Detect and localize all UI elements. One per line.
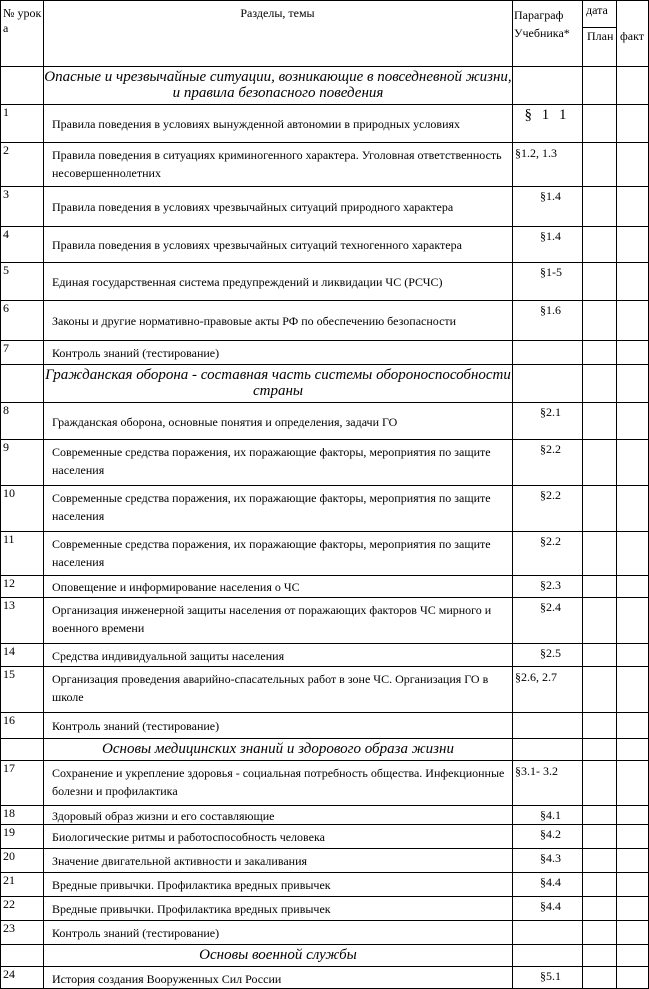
lesson-number: 20 (3, 849, 15, 863)
grid-line (0, 896, 649, 897)
lesson-number: 19 (3, 825, 15, 839)
grid-line (0, 300, 649, 301)
lesson-topic: Здоровый образ жизни и его составляющие (52, 809, 275, 823)
lesson-number: 5 (3, 263, 9, 277)
grid-line (512, 0, 513, 989)
lesson-number: 2 (3, 143, 9, 157)
grid-line (0, 738, 649, 739)
header-paragraph: Параграф Учебника* (514, 8, 570, 40)
lesson-topic: Правила поведения в условиях чрезвычайных ситуаций техногенного характера (52, 238, 462, 252)
lesson-number: 21 (3, 873, 15, 887)
lesson-paragraph: §4.4 (540, 899, 561, 913)
grid-line (582, 27, 617, 28)
grid-line (0, 226, 649, 227)
lesson-topic: Вредные привычки. Профилактика вредных привычек (52, 902, 331, 916)
grid-line (0, 848, 649, 849)
section-title: Основы военной службы (199, 947, 357, 963)
grid-line (616, 0, 617, 27)
lesson-topic: Организация проведения аварийно-спасательных работ в зоне ЧС. Организация ГО в школе (52, 672, 489, 704)
lesson-paragraph: §1-5 (540, 265, 562, 279)
grid-line (0, 142, 649, 143)
lesson-number: 24 (3, 967, 15, 981)
grid-line (0, 666, 649, 667)
lesson-paragraph: §2.6, 2.7 (515, 670, 557, 684)
grid-line (0, 872, 649, 873)
lesson-topic: Биологические ритмы и работоспособность человека (52, 830, 325, 844)
lesson-paragraph: §1.2, 1.3 (515, 146, 557, 160)
lesson-topic: Оповещение и информирование населения о ЧС (52, 580, 300, 594)
lesson-paragraph: §2.1 (540, 405, 561, 419)
lesson-paragraph: §2.4 (540, 600, 561, 614)
grid-line (0, 643, 649, 644)
section-title: Гражданская оборона - составная часть системы обороноспособности страны (45, 367, 511, 399)
section-title: Основы медицинских знаний и здорового образа жизни (102, 741, 454, 757)
section-title: Опасные и чрезвычайные ситуации, возникающие в повседневной жизни, и правила безопасного поведения (44, 69, 512, 101)
grid-line (0, 531, 649, 532)
grid-line (0, 340, 649, 341)
lesson-topic: Современные средства поражения, их поражающие факторы, мероприятия по защите населения (52, 445, 491, 477)
header-lesson-number: № урок а (3, 6, 42, 35)
lesson-topic: Вредные привычки. Профилактика вредных привычек (52, 878, 331, 892)
lesson-topic: Правила поведения в условиях чрезвычайных ситуаций природного характера (52, 200, 454, 214)
lesson-topic: Единая государственная система предупреждений и ликвидации ЧС (РСЧС) (52, 275, 443, 289)
lesson-paragraph: § 1 1 (524, 107, 570, 123)
lesson-number: 13 (3, 598, 15, 612)
lesson-topic: Сохранение и укрепление здоровья - социальная потребность общества. Инфекционные болезни и профилактика (52, 766, 505, 798)
lesson-paragraph: §1.4 (540, 189, 561, 203)
lesson-paragraph: §4.4 (540, 875, 561, 889)
grid-line (0, 944, 649, 945)
lesson-number: 16 (3, 713, 15, 727)
lesson-topic: Значение двигательной активности и закаливания (52, 854, 308, 868)
grid-line (0, 262, 649, 263)
grid-line (616, 0, 617, 989)
lesson-number: 6 (3, 301, 9, 315)
lesson-topic: Современные средства поражения, их поражающие факторы, мероприятия по защите населения (52, 537, 491, 569)
lesson-number: 1 (3, 105, 9, 119)
grid-line (0, 0, 1, 989)
grid-line (0, 485, 649, 486)
lesson-topic: История создания Вооруженных Сил России (52, 971, 282, 986)
lesson-topic: Правила поведения в ситуациях криминогенного характера. Уголовная ответственность несовершеннолетних (52, 148, 502, 180)
lesson-paragraph: §2.2 (540, 442, 561, 456)
lesson-topic: Современные средства поражения, их поражающие факторы, мероприятия по защите населения (52, 491, 491, 523)
lesson-topic: Организация инженерной защиты населения от поражающих факторов ЧС мирного и военного времени (52, 603, 492, 635)
lesson-topic: Законы и другие нормативно-правовые акты РФ по обеспечению безопасности (52, 314, 457, 328)
lesson-number: 17 (3, 761, 15, 775)
lesson-paragraph: §3.1- 3.2 (515, 764, 558, 778)
header-fact: факт (620, 29, 645, 43)
lesson-number: 4 (3, 227, 9, 241)
grid-line (0, 597, 649, 598)
lesson-number: 3 (3, 187, 9, 201)
lesson-number: 12 (3, 576, 15, 590)
grid-line (0, 402, 649, 403)
grid-line (0, 805, 649, 806)
lesson-topic: Гражданская оборона, основные понятия и определения, задачи ГО (52, 414, 398, 429)
lesson-number: 15 (3, 667, 15, 681)
lesson-paragraph: §1.4 (540, 229, 561, 243)
lesson-number: 22 (3, 897, 15, 911)
grid-line (0, 920, 649, 921)
grid-line (0, 364, 649, 365)
lesson-number: 18 (3, 806, 15, 820)
lesson-topic: Контроль знаний (тестирование) (52, 926, 220, 940)
lesson-number: 7 (3, 341, 9, 355)
lesson-paragraph: §4.1 (540, 808, 561, 822)
grid-line (43, 0, 44, 989)
lesson-paragraph: §2.2 (540, 534, 561, 548)
lesson-paragraph: §5.1 (540, 969, 561, 983)
lesson-number: 10 (3, 486, 15, 500)
lesson-paragraph: §2.3 (540, 578, 561, 592)
grid-line (0, 439, 649, 440)
lesson-paragraph: §1.6 (540, 303, 561, 317)
lesson-paragraph: §4.3 (540, 851, 561, 865)
lesson-paragraph: §2.2 (540, 488, 561, 502)
lesson-number: 9 (3, 440, 9, 454)
lesson-topic: Контроль знаний (тестирование) (52, 346, 220, 360)
lesson-topic: Правила поведения в условиях вынужденной автономии в природных условиях (52, 117, 461, 131)
grid-line (0, 575, 649, 576)
grid-line (0, 66, 649, 67)
grid-line (0, 0, 649, 1)
grid-line (0, 966, 649, 967)
lesson-topic: Средства индивидуальной защиты населения (52, 648, 285, 663)
grid-line (0, 760, 649, 761)
lesson-paragraph: §2.5 (540, 646, 561, 660)
grid-line (0, 104, 649, 105)
lesson-number: 14 (3, 644, 15, 658)
lesson-number: 8 (3, 403, 9, 417)
lesson-paragraph: §4.2 (540, 827, 561, 841)
grid-line (0, 712, 649, 713)
lesson-topic: Контроль знаний (тестирование) (52, 719, 220, 733)
grid-line (0, 186, 649, 187)
header-date: дата (586, 3, 608, 17)
lesson-number: 23 (3, 921, 15, 935)
header-plan: План (587, 29, 614, 43)
header-topics: Разделы, темы (240, 6, 315, 20)
lesson-number: 11 (3, 532, 15, 546)
